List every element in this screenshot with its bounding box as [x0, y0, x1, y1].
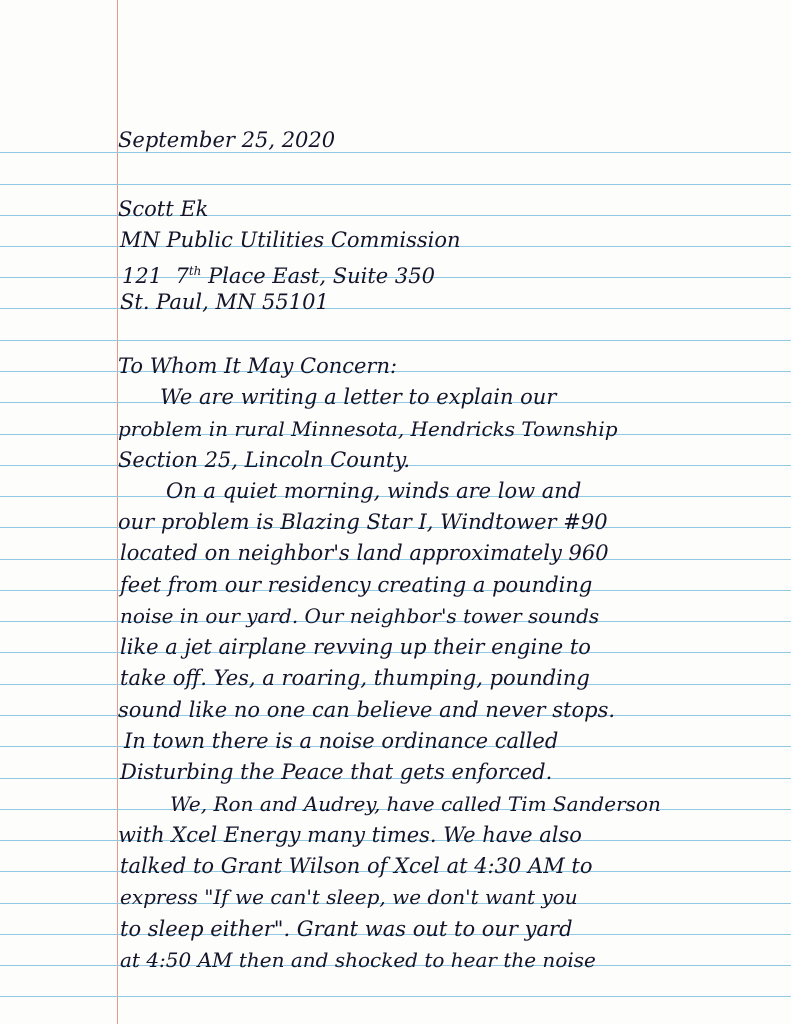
body-line: Section 25, Lincoln County. [118, 448, 411, 472]
street-rest: Place East, Suite 350 [208, 264, 435, 288]
ruled-line [0, 340, 791, 341]
body-line: express "If we can't sleep, we don't want you [120, 885, 578, 909]
street-number: 121 [122, 264, 163, 288]
ruled-line [0, 996, 791, 997]
body-line: We, Ron and Audrey, have called Tim Sanderson [170, 792, 661, 816]
body-line: to sleep either". Grant was out to our yard [120, 917, 573, 941]
ruled-line [0, 184, 791, 185]
recipient-street [122, 259, 435, 288]
body-line: like a jet airplane revving up their engine to [120, 635, 591, 659]
salutation: To Whom It May Concern: [118, 354, 398, 378]
ruled-line [0, 308, 791, 309]
street-ordinal: 7 [175, 264, 189, 288]
body-line: noise in our yard. Our neighbor's tower sounds [120, 604, 600, 628]
recipient-city: St. Paul, MN 55101 [120, 290, 329, 314]
street-ordinal-suffix: th [188, 264, 202, 278]
body-line: sound like no one can believe and never stops. [118, 698, 616, 722]
body-line: located on neighbor's land approximately 960 [120, 541, 609, 565]
recipient-org: MN Public Utilities Commission [120, 228, 461, 252]
body-line: at 4:50 AM then and shocked to hear the noise [120, 948, 596, 972]
body-line: Disturbing the Peace that gets enforced. [120, 760, 553, 784]
body-line: In town there is a noise ordinance called [124, 729, 559, 753]
body-line: talked to Grant Wilson of Xcel at 4:30 AM to [120, 854, 593, 878]
body-line: On a quiet morning, winds are low and [166, 479, 582, 503]
body-line: take off. Yes, a roaring, thumping, pounding [120, 666, 590, 690]
body-line: with Xcel Energy many times. We have also [118, 823, 582, 847]
recipient-name: Scott Ek [118, 197, 209, 221]
body-line: feet from our residency creating a pounding [120, 573, 593, 597]
body-line: our problem is Blazing Star I, Windtower #90 [118, 510, 608, 534]
ruled-line [0, 152, 791, 153]
letter-date: September 25, 2020 [118, 128, 336, 152]
body-line: We are writing a letter to explain our [160, 385, 557, 409]
body-line: problem in rural Minnesota, Hendricks Township [118, 417, 618, 441]
